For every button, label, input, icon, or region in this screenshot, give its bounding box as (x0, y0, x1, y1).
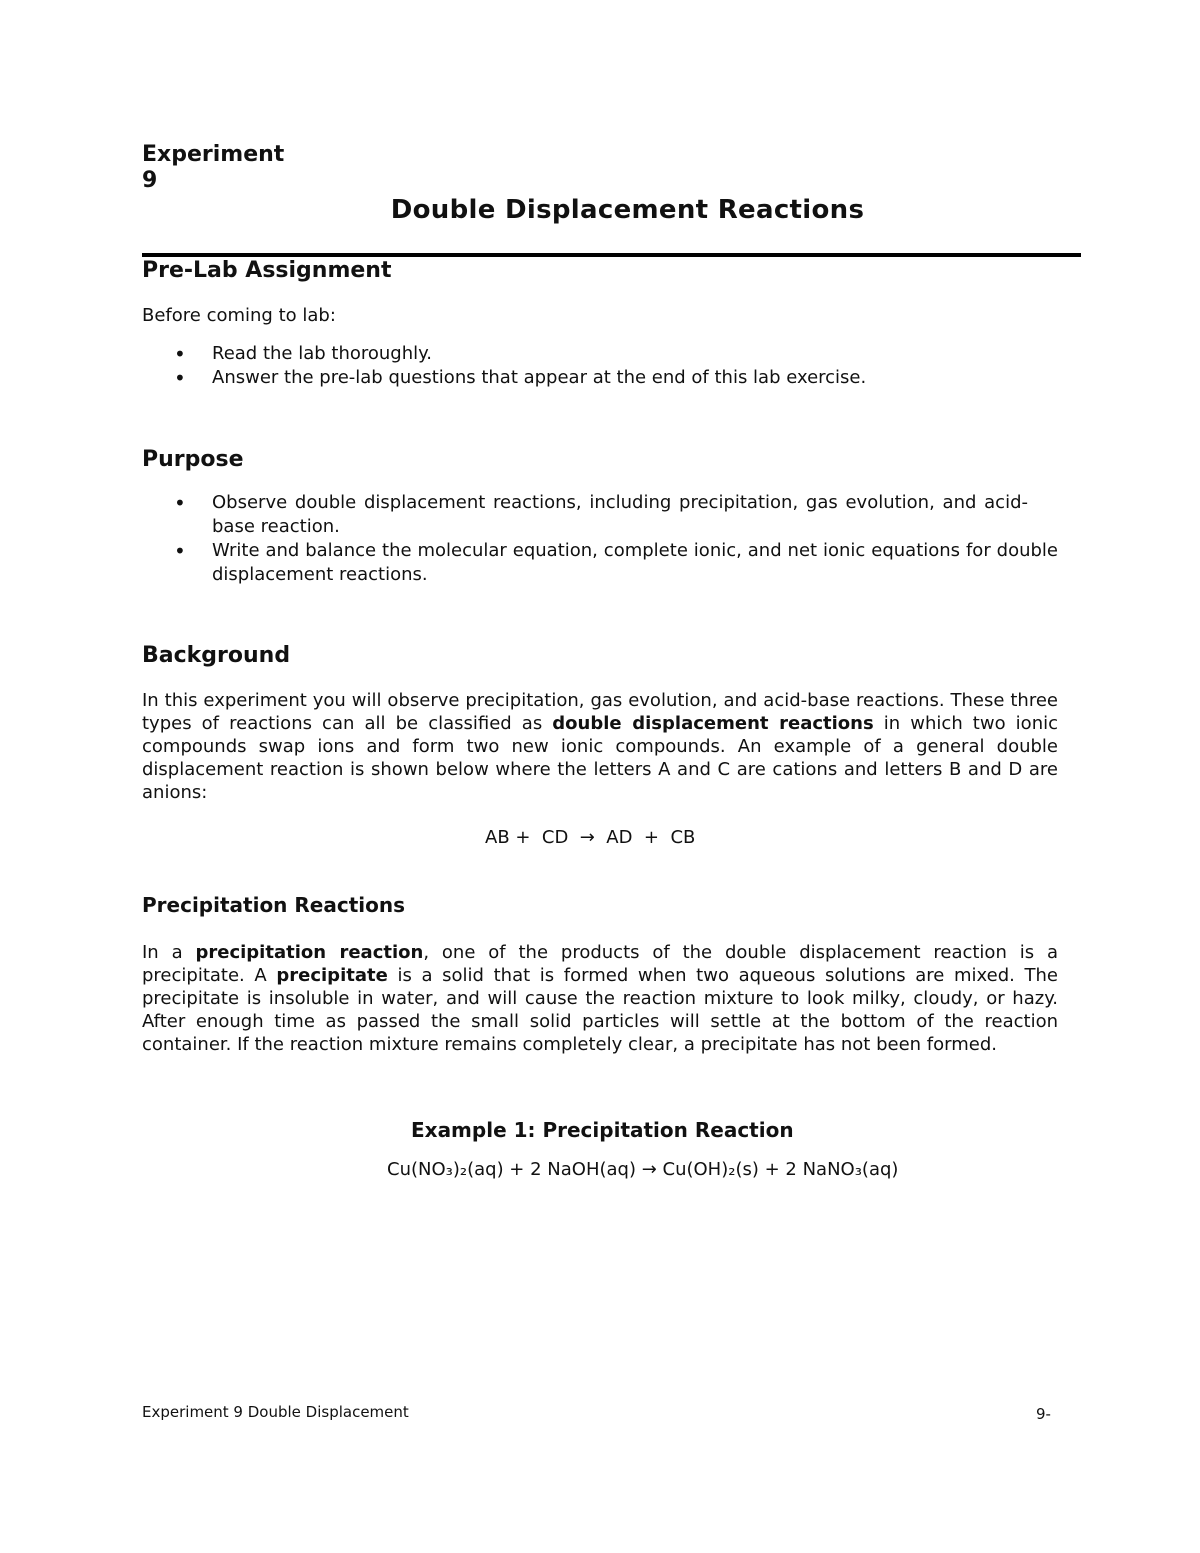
precipitation-heading: Precipitation Reactions (142, 893, 405, 917)
list-item: • Read the lab thoroughly. (142, 342, 1062, 366)
background-paragraph (142, 689, 1058, 804)
precipitation-bold-term-2: precipitate (276, 965, 388, 986)
experiment-label-text: Experiment (142, 142, 285, 167)
background-text-1: In this experiment you will observe precipitation, gas evolution, and acid-base reactions. These three types of reactions can all be classified as (142, 690, 1058, 734)
precipitation-text-3: is a solid that is formed when two aqueous solutions are mixed. The precipitate is insoluble in water, and will cause the reaction mixture to look milky, cloudy, or hazy. After enough time as passed the small solid particles will settle at the bottom of the reaction container. If the reaction mixture remains completely clear, a precipitate has not been formed. (142, 965, 1058, 1055)
example-equation: Cu(NO₃)₂(aq) + 2 NaOH(aq) → Cu(OH)₂(s) + 2 NaNO₃(aq) (387, 1159, 899, 1180)
prelab-intro: Before coming to lab: (142, 305, 336, 326)
precipitation-text-1: In a (142, 942, 196, 963)
footer-left: Experiment 9 Double Displacement (142, 1403, 409, 1421)
page-title: Double Displacement Reactions (390, 195, 865, 225)
list-item: • Answer the pre-lab questions that appear at the end of this lab exercise. (142, 366, 1062, 390)
purpose-heading: Purpose (142, 447, 244, 472)
background-heading: Background (142, 643, 291, 668)
precipitation-bold-term-1: precipitation reaction (195, 942, 424, 963)
background-text-2: in which two ionic compounds swap ions and form two new ionic compounds. An example of a general double displacement reaction is shown below where the letters A and C are cations and letters B and D are anions: (142, 713, 1059, 803)
list-item: • Write and balance the molecular equation, complete ionic, and net ionic equations for double displacement reactions. (142, 539, 1058, 587)
experiment-label (142, 142, 284, 194)
experiment-number: 9 (142, 168, 158, 193)
prelab-heading: Pre-Lab Assignment (142, 258, 392, 283)
precipitation-paragraph (142, 941, 1058, 1056)
example-title: Example 1: Precipitation Reaction (411, 1118, 794, 1142)
list-item: • Observe double displacement reactions, including precipitation, gas evolution, and acid-base reaction. (142, 491, 1058, 539)
title-divider (142, 253, 1081, 257)
precipitation-text-2: , one of the products of the double displacement reaction is a precipitate. A (142, 942, 1058, 986)
background-bold-term: double displacement reactions (552, 713, 874, 734)
prelab-list (142, 342, 1062, 390)
purpose-list (142, 491, 1058, 587)
general-equation: AB + CD → AD + CB (485, 827, 696, 848)
page-number: 9- (1036, 1405, 1051, 1423)
